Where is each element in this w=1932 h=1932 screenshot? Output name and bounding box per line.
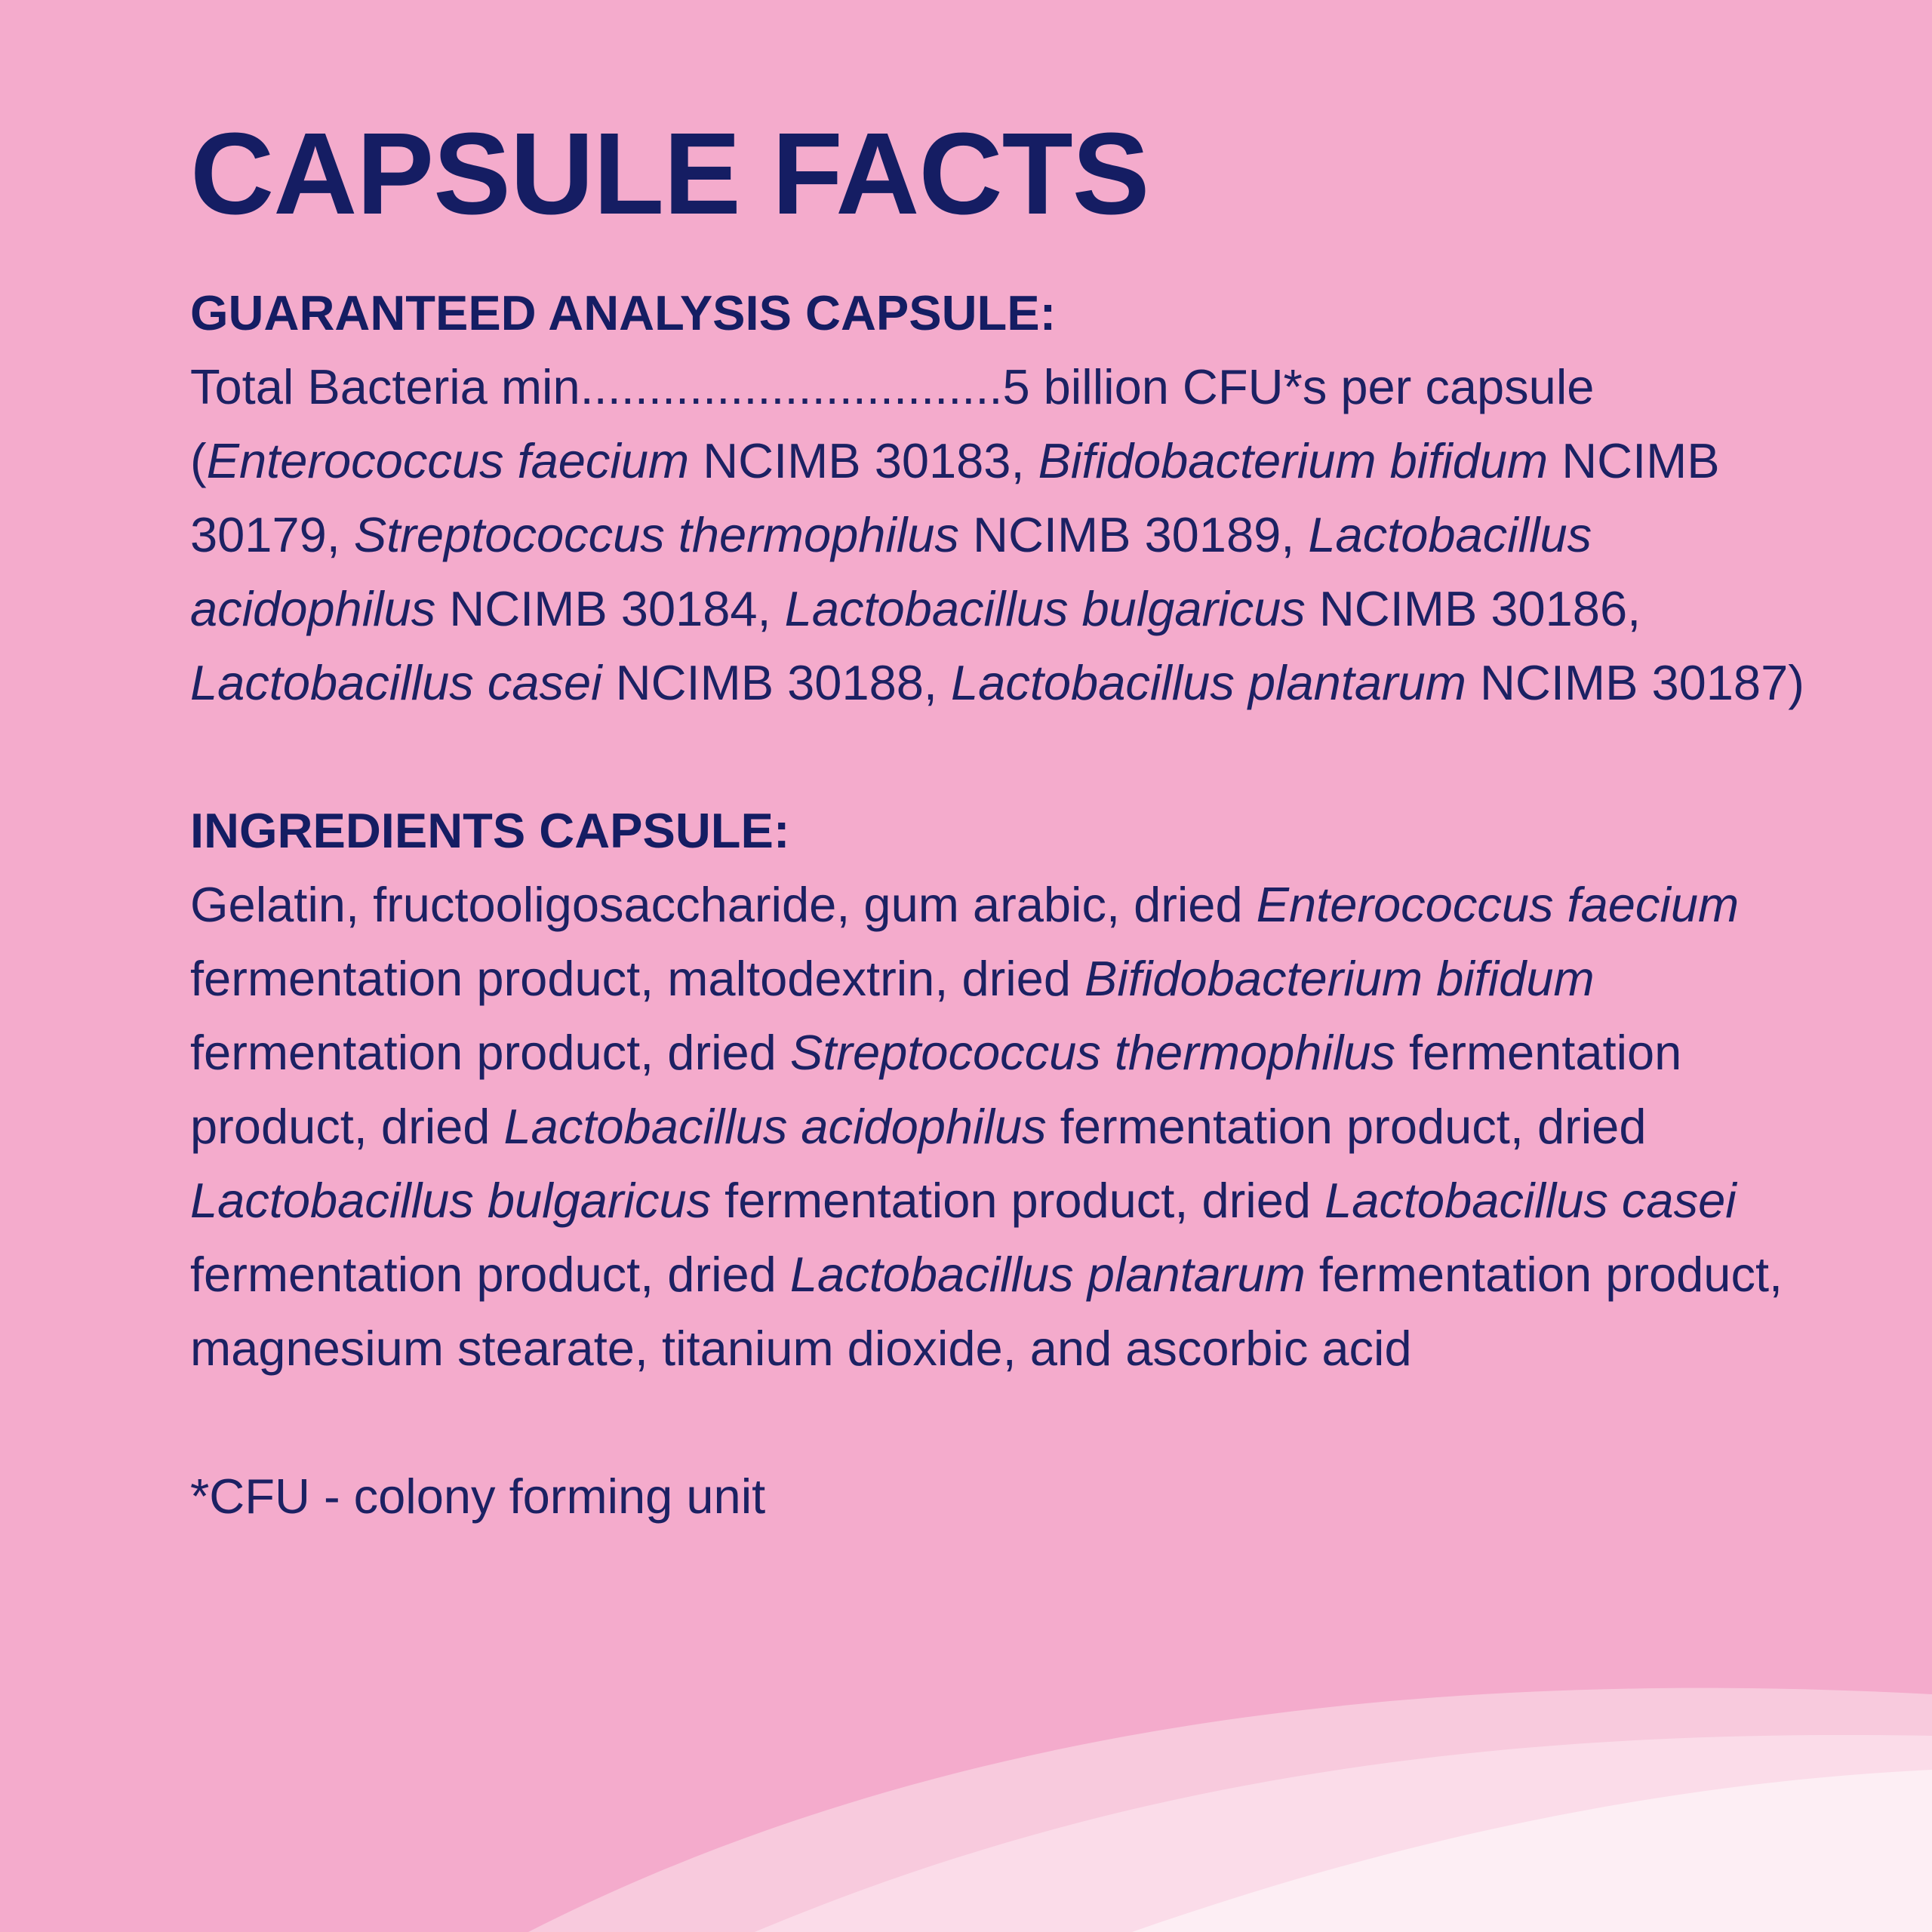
strain-name: Lactobacillus bulgaricus [784, 581, 1306, 636]
organism-name: Lactobacillus plantarum [789, 1247, 1306, 1302]
ingredients-text-part: fermentation product, dried [190, 1247, 790, 1302]
ingredients-text-part: fermentation product, dried [190, 1025, 1682, 1154]
ingredients-heading: INGREDIENTS CAPSULE: [190, 803, 790, 858]
ingredients-text [190, 868, 1820, 1386]
strain-id: NCIMB 30179 [190, 433, 1720, 562]
strain-id: NCIMB 30189 [973, 507, 1281, 562]
ingredients-intro: Gelatin, fructooligosaccharide, gum arabic, dried [190, 877, 1257, 932]
strain-name: Streptococcus thermophilus [353, 507, 959, 562]
organism-name: Lactobacillus acidophilus [503, 1099, 1047, 1154]
total-leader: ............................... [580, 359, 1003, 414]
strain-id: NCIMB 30183 [703, 433, 1011, 488]
organism-name: Lactobacillus casei [1324, 1173, 1737, 1228]
ingredients-text-part: fermentation product, maltodextrin, dried [190, 951, 1085, 1006]
strain-id: NCIMB 30187 [1479, 655, 1789, 710]
strain-id: NCIMB 30188 [615, 655, 924, 710]
ingredients-section [190, 794, 1820, 1386]
organism-name: Lactobacillus bulgaricus [190, 1173, 712, 1228]
cfu-footnote: *CFU - colony forming unit [190, 1469, 766, 1524]
strain-id: NCIMB 30186 [1318, 581, 1628, 636]
strain-name: Bifidobacterium bifidum [1038, 433, 1549, 488]
total-value: 5 billion CFU*s per capsule [1002, 359, 1595, 414]
strain-name: Lactobacillus plantarum [951, 655, 1466, 710]
organism-name: Bifidobacterium bifidum [1084, 951, 1595, 1006]
strain-id: NCIMB 30184 [449, 581, 758, 636]
organism-name: Streptococcus thermophilus [789, 1025, 1395, 1080]
ingredients-text-part: fermentation product, magnesium stearate, titanium dioxide, and ascorbic acid [190, 1247, 1783, 1376]
guaranteed-analysis-section [190, 276, 1820, 720]
strain-name: Lactobacillus acidophilus [190, 507, 1592, 636]
organism-name: Enterococcus faecium [1256, 877, 1740, 932]
total-label: Total Bacteria min [190, 359, 580, 414]
ingredients-text-part: fermentation product, dried [1046, 1099, 1647, 1154]
strain-list: (Enterococcus faecium NCIMB 30183, Bifidobacterium bifidum NCIMB 30179, Streptococcus thermophilus NCIMB 30189, Lactobacillus acidophilus NCIMB 30184, Lactobacillus bulgaricus NCIMB 30186, Lactobacillus casei NCIMB 30188, Lactobacillus plantarum NCIMB 30187) [190, 433, 1804, 710]
ingredients-text-part: fermentation product, dried [190, 1025, 790, 1080]
strain-name: Lactobacillus casei [190, 655, 602, 710]
strain-name: Enterococcus faecium [206, 433, 690, 488]
capsule-facts-panel [190, 106, 1820, 1583]
analysis-heading: GUARANTEED ANALYSIS CAPSULE: [190, 285, 1057, 340]
ingredients-text-part: fermentation product, dried [711, 1173, 1325, 1228]
page-title: CAPSULE FACTS [190, 109, 1149, 238]
total-bacteria-line [190, 350, 1820, 424]
